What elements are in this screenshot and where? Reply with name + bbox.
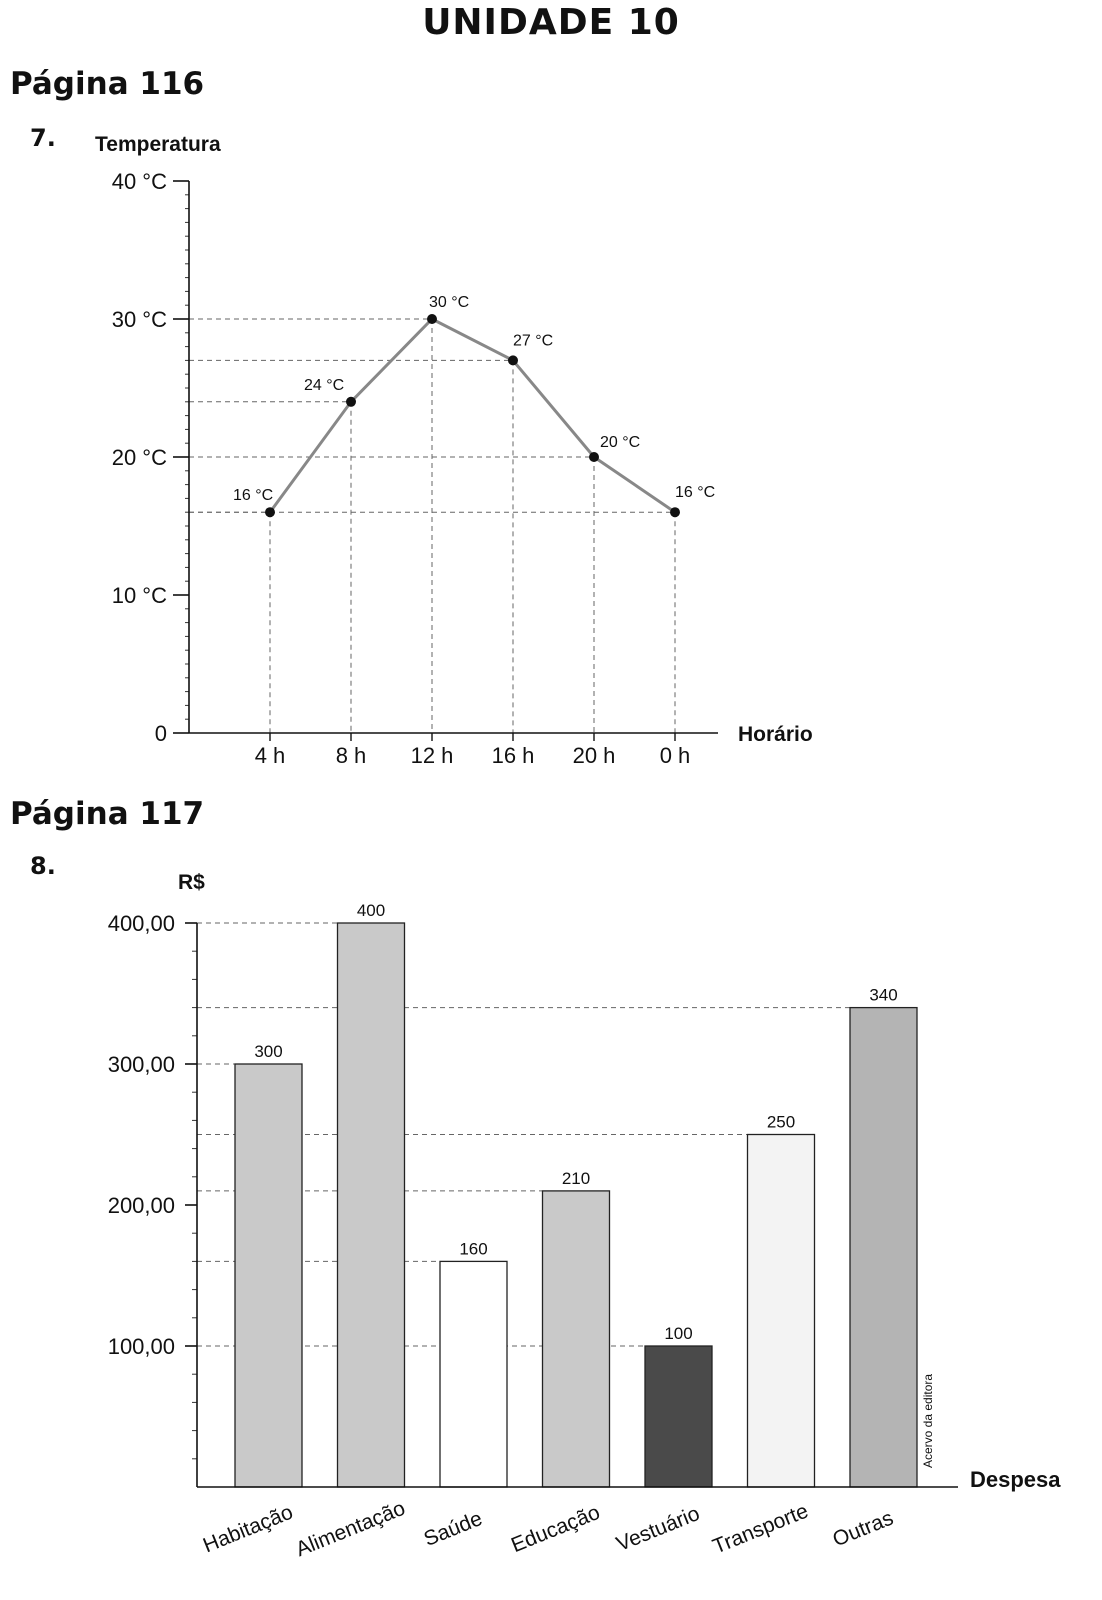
bar (235, 1064, 302, 1487)
y-tick-label: 20 °C (111, 445, 167, 470)
x-category-label: Saúde (420, 1506, 486, 1552)
x-axis-title: Despesa (970, 1467, 1061, 1492)
x-tick-label: 16 h (491, 743, 535, 768)
page-heading-116: Página 116 (10, 66, 205, 102)
bar-value-label: 300 (254, 1042, 283, 1061)
question-number-8: 8. (30, 852, 56, 880)
data-point (265, 507, 275, 517)
y-axis-title: Temperatura (95, 133, 221, 156)
x-category-label: Alimentação (292, 1496, 409, 1562)
unit-title: UNIDADE 10 (422, 2, 680, 43)
x-category-label: Outras (829, 1506, 897, 1552)
x-category-label: Vestuário (613, 1501, 703, 1557)
x-tick-label: 20 h (572, 743, 616, 768)
data-label: 16 °C (675, 484, 716, 502)
data-label: 24 °C (304, 376, 345, 394)
x-tick-label: 0 h (659, 743, 691, 768)
y-tick-label: 400,00 (107, 911, 175, 936)
temperature-line (270, 319, 675, 512)
page-heading-117: Página 117 (10, 796, 205, 832)
y-axis-title: R$ (178, 871, 205, 894)
data-label: 20 °C (600, 434, 641, 451)
x-category-label: Educação (507, 1500, 604, 1558)
bar-value-label: 210 (561, 1168, 591, 1188)
y-tick-label: 300,00 (107, 1052, 175, 1077)
bar-value-label: 160 (459, 1239, 488, 1259)
y-tick-label: 30 °C (111, 307, 167, 332)
data-point (508, 355, 518, 365)
x-tick-label: 4 h (254, 743, 286, 768)
bar-value-label: 100 (664, 1324, 693, 1343)
bar (850, 1008, 917, 1487)
bar (543, 1191, 610, 1487)
x-category-label: Transporte (709, 1499, 812, 1559)
bar-value-label: 340 (869, 985, 898, 1005)
bar (645, 1346, 712, 1487)
x-tick-label: 12 h (410, 743, 454, 768)
y-tick-label: 40 °C (111, 169, 167, 194)
x-axis-title: Horário (738, 723, 813, 746)
data-point (589, 452, 599, 462)
temperature-line-chart (0, 0, 1102, 790)
y-tick-label: 200,00 (107, 1193, 175, 1218)
data-label: 16 °C (233, 487, 274, 505)
y-tick-label: 100,00 (107, 1334, 175, 1359)
y-tick-label: 0 (154, 721, 167, 746)
bar-value-label: 250 (766, 1112, 796, 1132)
x-tick-label: 8 h (335, 743, 367, 768)
image-credit: Acervo da editora (921, 1373, 935, 1468)
data-point (427, 314, 437, 324)
data-label: 30 °C (429, 294, 470, 311)
question-number-7: 7. (30, 124, 56, 152)
bar (338, 923, 405, 1487)
y-tick-label: 10 °C (111, 583, 167, 608)
bar (748, 1135, 815, 1488)
x-category-label: Habitação (199, 1500, 297, 1558)
data-label: 27 °C (513, 332, 554, 350)
data-point (670, 507, 680, 517)
bar (440, 1261, 507, 1487)
bar-value-label: 400 (356, 901, 386, 920)
data-point (346, 397, 356, 407)
